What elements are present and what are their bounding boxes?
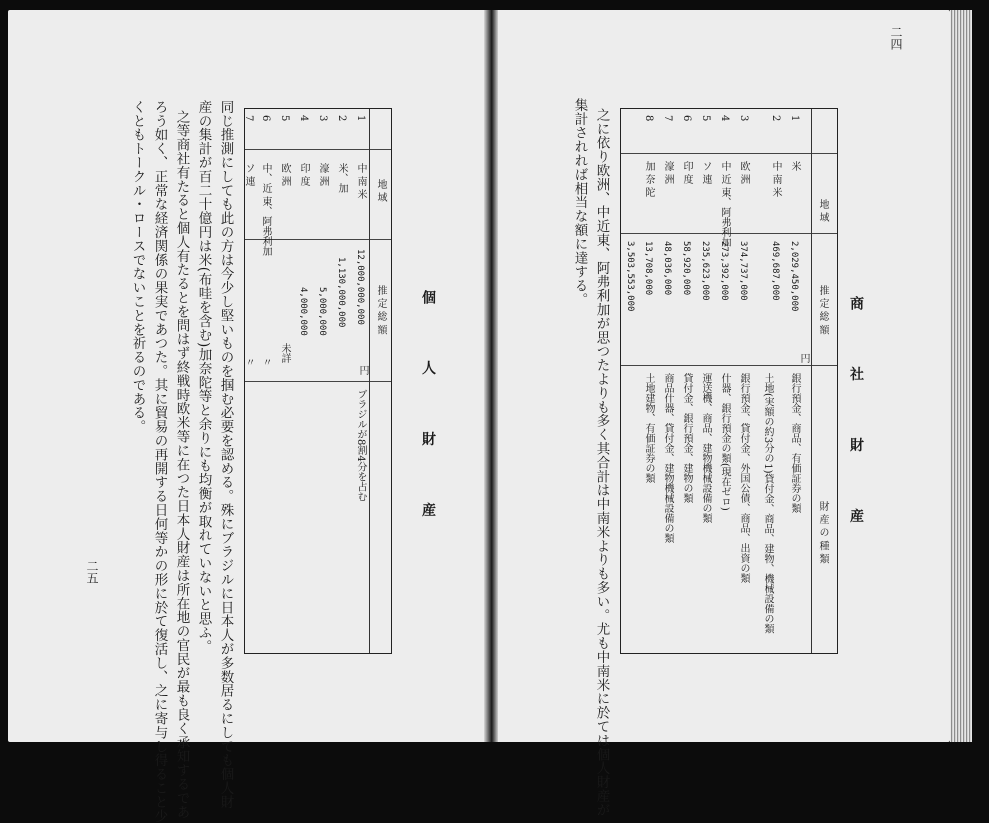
row-no: 2	[336, 115, 347, 122]
row-region: 印 度	[298, 163, 309, 187]
row-no: 7	[243, 115, 254, 122]
right-table-title: 商 社 財 産	[848, 296, 864, 549]
row-region: 米、加	[336, 163, 347, 193]
body-text-line: 之等商社有たると個人有たるとを問はず終戦時欧米等に在つた日本人財産は所在地の官民が最も良く承知するであ	[173, 96, 190, 819]
book-gutter	[484, 10, 498, 742]
row-amount: 〃	[243, 357, 254, 367]
row-region: ソ 連	[243, 163, 254, 187]
row-region: 中、近 東、阿弗利加	[260, 163, 271, 257]
row-amount: 58,920,000	[681, 241, 691, 296]
row-amount: 13,708,000	[643, 241, 653, 296]
row-no: 1	[355, 115, 366, 122]
row-no: 3	[738, 115, 749, 122]
header-region: 地 域	[817, 199, 828, 223]
row-amount: 5,000,000	[317, 287, 327, 336]
row-region: 印 度	[681, 161, 692, 185]
row-no: 8	[643, 115, 654, 122]
row-no: 5	[700, 115, 711, 122]
row-no: 4	[298, 115, 309, 122]
row-no: 7	[662, 115, 673, 122]
body-text-line: 同じ推測にしても此の方は今少し堅いものを掴む必要を認める。殊にブラジルに日本人が多数居るにしても個人財	[217, 100, 234, 809]
left-page-number: 二五	[85, 560, 99, 584]
row-kind: 運送機、商品、建物機械設備の類	[700, 373, 711, 523]
row-amount: 273,392,000	[719, 241, 729, 301]
row-region: 中 南 米	[355, 163, 366, 200]
row-amount: 469,687,000	[770, 241, 780, 301]
row-kind: 土地建物、有価証券の類	[643, 373, 654, 483]
total-amount: 3,503,553,000	[625, 241, 635, 312]
row-amount: 4,000,000	[298, 287, 308, 336]
row-region: 欧 洲	[738, 161, 749, 185]
row-region: 濠 洲	[662, 161, 673, 185]
body-text-line: 集計されれば相当な額に達する。	[571, 98, 588, 307]
row-amount: 48,036,000	[662, 241, 672, 296]
row-note: ブラジルが8割4分を占む	[355, 389, 366, 502]
body-text-line: くともトークル・ロースでないことを祈るのである。	[129, 100, 146, 434]
row-region: 中 近 東、阿弗利加	[719, 161, 730, 248]
body-text-line: ろう如く、正常な経済関係の果実であつた。其に貿易の再開する日何等かの形に於て復活し、之に寄与し得ること少	[151, 100, 168, 823]
row-no: 3	[317, 115, 328, 122]
right-page-number: 二四	[889, 26, 903, 50]
row-kind: 銀行預金、貸付金、外国公債、商品、出資の類	[738, 373, 749, 583]
header-kind: 財 産 の 種 類	[817, 501, 828, 564]
row-region: 中 南 米	[770, 161, 781, 198]
page-edges	[950, 10, 972, 742]
row-no: 4	[719, 115, 730, 122]
row-region: ソ 連	[700, 161, 711, 185]
unit-label: 円	[357, 365, 368, 375]
row-no: 5	[279, 115, 290, 122]
row-kind: 什器、銀行預金の類(現在ゼロ)	[719, 373, 730, 511]
header-region: 地 域	[375, 179, 386, 203]
row-region: 濠 洲	[317, 163, 328, 187]
row-amount: 〃	[260, 357, 271, 367]
row-no: 1	[789, 115, 800, 122]
row-kind: 銀行預金、商品、有価証券の類	[789, 373, 800, 513]
body-text-line: 産の集計が百二十億円は米(布哇を含む)加奈陀等と余りにも均衡が取れていないと思ふ。	[195, 100, 212, 654]
row-region: 欧 洲	[279, 163, 290, 187]
row-kind: 土地(実額の約3分の1)貸付金、商品、建物、機械設備の類	[762, 373, 773, 634]
personal-assets-table	[244, 108, 392, 654]
row-amount: 1,130,000,000	[336, 257, 346, 328]
left-table-title: 個 人 財 産	[420, 290, 436, 543]
row-amount: 2,029,450,000	[789, 241, 799, 312]
row-amount: 235,623,000	[700, 241, 710, 301]
row-amount: 未詳	[279, 343, 290, 363]
row-no: 6	[681, 115, 692, 122]
unit-label: 円	[798, 353, 809, 363]
corporate-assets-table	[620, 108, 838, 654]
header-amount: 推 定 総 額	[817, 285, 828, 335]
row-no: 6	[260, 115, 271, 122]
row-kind: 貸付金、銀行預金、建物の類	[681, 373, 692, 503]
body-text-line: 之に依り欧洲、中近東、阿弗利加が思つたよりも多く其合計は中南米よりも多い。尤も中南米に於ては個人財産が	[593, 108, 610, 817]
row-kind: 商品什器、貸付金、建物機械設備の類	[662, 373, 673, 543]
header-amount: 推 定 総 額	[375, 285, 386, 335]
row-no: 2	[770, 115, 781, 122]
row-region: 米	[789, 161, 800, 171]
row-amount: 12,000,000,000	[355, 249, 365, 325]
row-amount: 374,737,000	[738, 241, 748, 301]
row-region: 加 奈 陀	[643, 161, 654, 198]
